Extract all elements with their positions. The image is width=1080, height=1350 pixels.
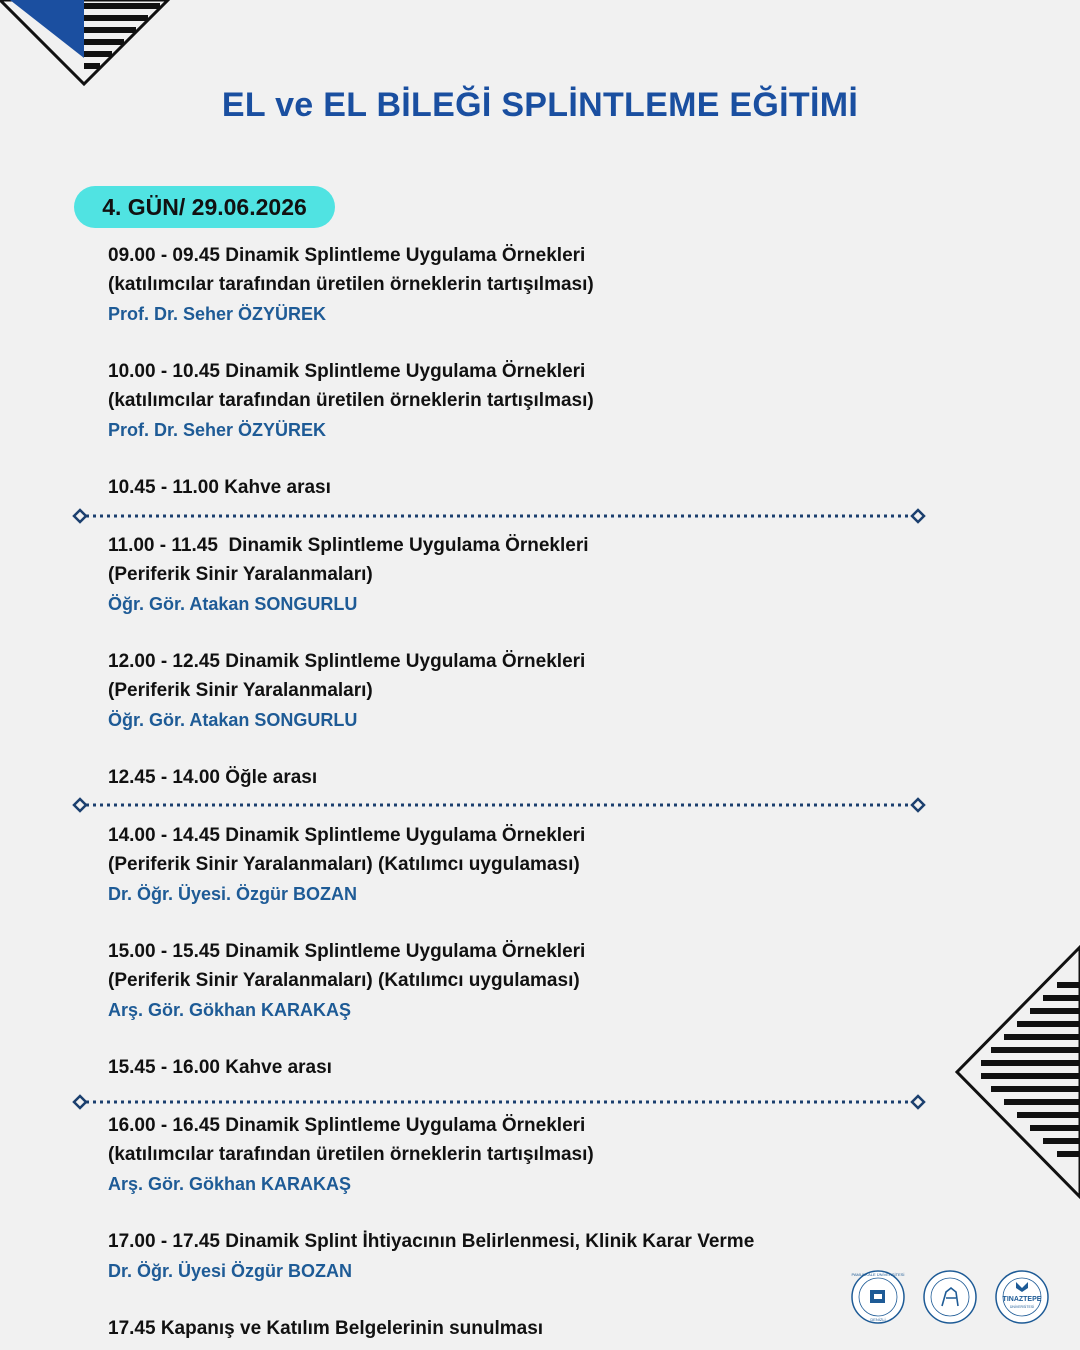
section-divider (72, 797, 926, 813)
session-2-time-title: 10.00 - 10.45 Dinamik Splintleme Uygulama Örnekleri (108, 361, 586, 382)
university-logos (850, 1268, 1055, 1326)
session-1-speaker: Prof. Dr. Seher ÖZYÜREK (108, 304, 327, 324)
session-7-speaker: Arş. Gör. Gökhan KARAKAŞ (108, 1174, 352, 1194)
session-6-speaker: Arş. Gör. Gökhan KARAKAŞ (108, 1000, 352, 1020)
break-coffee-2: 15.45 - 16.00 Kahve arası (108, 1057, 332, 1078)
page-title: EL ve EL BİLEĞİ SPLİNTLEME EĞİTİMİ (221, 86, 859, 124)
university-seal-logo (924, 1271, 976, 1323)
session-6-subtitle: (Periferik Sinir Yaralanmaları) (Katılımcı uygulaması) (108, 970, 580, 991)
section-divider (72, 1094, 926, 1110)
section-divider (72, 508, 926, 524)
session-4-subtitle: (Periferik Sinir Yaralanmaları) (108, 680, 373, 701)
break-coffee-1: 10.45 - 11.00 Kahve arası (108, 477, 331, 498)
session-3-subtitle: (Periferik Sinir Yaralanmaları) (108, 564, 373, 585)
corner-decoration-top (0, 0, 175, 90)
tinaztepe-university-logo (996, 1271, 1048, 1323)
session-8-speaker: Dr. Öğr. Üyesi Özgür BOZAN (108, 1261, 353, 1281)
session-4-time-title: 12.00 - 12.45 Dinamik Splintleme Uygulama Örnekleri (108, 651, 586, 672)
session-6-time-title: 15.00 - 15.45 Dinamik Splintleme Uygulama Örnekleri (108, 941, 586, 962)
session-7-time-title: 16.00 - 16.45 Dinamik Splintleme Uygulama Örnekleri (108, 1115, 586, 1136)
session-4-speaker: Öğr. Gör. Atakan SONGURLU (108, 710, 358, 730)
closing-item: 17.45 Kapanış ve Katılım Belgelerinin sunulması (108, 1318, 544, 1339)
pau-logo-city: DENİZLİ (870, 1317, 886, 1322)
session-2-subtitle: (katılımcılar tarafından üretilen örneklerin tartışılması) (108, 390, 594, 411)
tinaztepe-logo-text: TINAZTEPE (1002, 1296, 1042, 1303)
pamukkale-university-logo (851, 1271, 904, 1323)
session-3-time-title: 11.00 - 11.45 Dinamik Splintleme Uygulama Örnekleri (108, 535, 589, 556)
pau-logo-text: PAMUKKALE ÜNİVERSİTESİ (851, 1272, 905, 1277)
session-1-time-title: 09.00 - 09.45 Dinamik Splintleme Uygulama Örnekleri (108, 245, 586, 266)
session-7-subtitle: (katılımcılar tarafından üretilen örneklerin tartışılması) (108, 1144, 594, 1165)
break-lunch: 12.45 - 14.00 Öğle arası (108, 767, 318, 788)
session-1-subtitle: (katılımcılar tarafından üretilen örneklerin tartışılması) (108, 274, 594, 295)
session-2-speaker: Prof. Dr. Seher ÖZYÜREK (108, 420, 327, 440)
tinaztepe-logo-sub: ÜNİVERSİTESİ (1009, 1305, 1035, 1309)
session-8-time-title: 17.00 - 17.45 Dinamik Splint İhtiyacının Belirlenmesi, Klinik Karar Verme (108, 1231, 755, 1252)
session-5-speaker: Dr. Öğr. Üyesi. Özgür BOZAN (108, 884, 358, 904)
session-5-subtitle: (Periferik Sinir Yaralanmaları) (Katılımcı uygulaması) (108, 854, 580, 875)
session-3-speaker: Öğr. Gör. Atakan SONGURLU (108, 594, 358, 614)
day-badge: 4. GÜN/ 29.06.2026 (74, 186, 335, 228)
corner-decoration-right (955, 945, 1080, 1200)
session-5-time-title: 14.00 - 14.45 Dinamik Splintleme Uygulama Örnekleri (108, 825, 586, 846)
